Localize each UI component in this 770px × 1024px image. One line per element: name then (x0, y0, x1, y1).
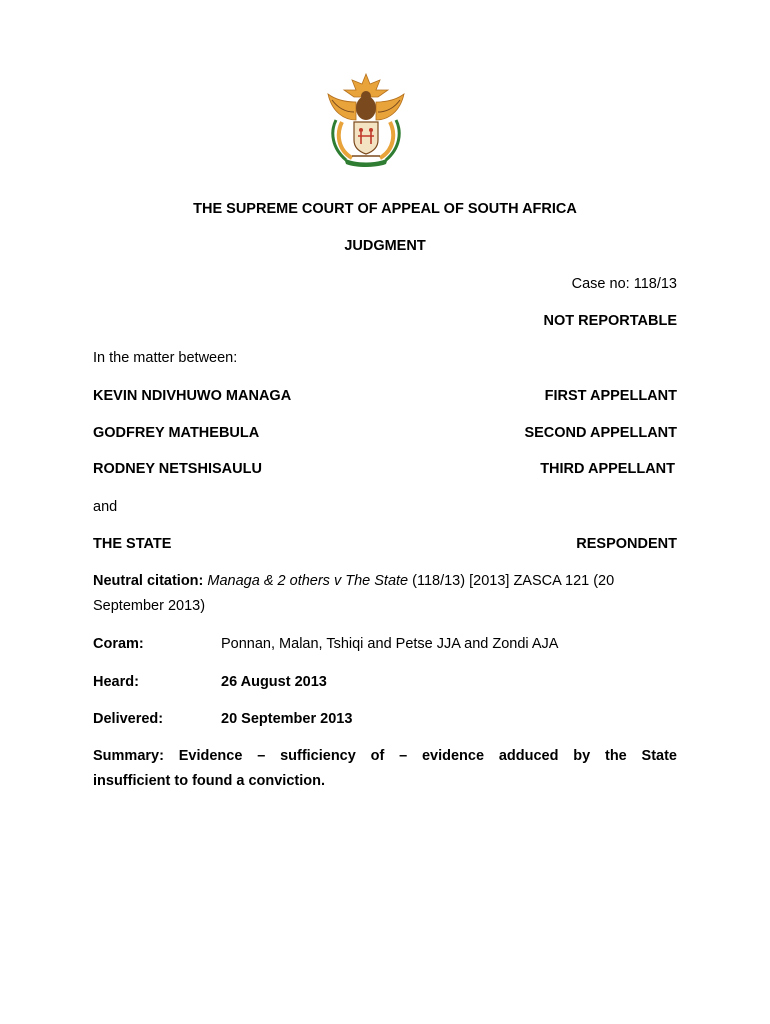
summary-line-2: insufficient to found a conviction. (93, 773, 325, 789)
heard-value: 26 August 2013 (221, 674, 327, 690)
reportable-status: NOT REPORTABLE (543, 313, 677, 329)
court-name: THE SUPREME COURT OF APPEAL OF SOUTH AFRICA (193, 201, 577, 217)
and-text: and (93, 499, 118, 515)
citation-label: Neutral citation: (93, 573, 204, 589)
document-type-heading: JUDGMENT (344, 238, 426, 254)
citation-case-title: Managa & 2 others v The State (207, 573, 409, 589)
party-row-third (93, 461, 677, 477)
respondent-role: RESPONDENT (576, 536, 677, 552)
party-name: GODFREY MATHEBULA (93, 425, 260, 441)
respondent-row (93, 536, 677, 552)
case-number-label: Case no: (571, 276, 630, 292)
summary-word: Summary: (93, 748, 164, 764)
summary-word: sufficiency (280, 748, 356, 764)
coat-of-arms-icon (322, 72, 410, 168)
coram-value: Ponnan, Malan, Tshiqi and Petse JJA and Zondi AJA (221, 636, 559, 652)
intro-text: In the matter between: (93, 350, 238, 366)
party-row-second (93, 425, 677, 441)
summary-word: Evidence (178, 748, 243, 764)
party-role: THIRD APPELLANT (540, 461, 675, 477)
party-row-first (93, 388, 677, 404)
summary (93, 744, 677, 794)
party-role: FIRST APPELLANT (544, 388, 677, 404)
summary-word: – (257, 748, 266, 764)
summary-word: by (573, 748, 591, 764)
case-number-value: 118/13 (633, 276, 677, 292)
coram-label: Coram: (93, 636, 144, 652)
party-role: SECOND APPELLANT (524, 425, 677, 441)
summary-word: adduced (498, 748, 559, 764)
party-name: RODNEY NETSHISAULU (93, 461, 262, 477)
party-name: KEVIN NDIVHUWO MANAGA (93, 388, 292, 404)
summary-word: evidence (421, 748, 485, 764)
case-number (572, 276, 677, 292)
summary-word: State (641, 748, 677, 764)
summary-word: of (370, 748, 385, 764)
heard-label: Heard: (93, 674, 139, 690)
citation-reference: (118/13) [2013] ZASCA 121 (20 (408, 573, 615, 589)
summary-word: the (604, 748, 627, 764)
delivered-label: Delivered: (93, 711, 164, 727)
respondent-name: THE STATE (93, 536, 172, 552)
summary-word: – (399, 748, 408, 764)
neutral-citation (93, 569, 677, 619)
delivered-value: 20 September 2013 (221, 711, 353, 727)
citation-continuation: September 2013) (93, 598, 206, 614)
summary-line-1 (93, 744, 677, 769)
